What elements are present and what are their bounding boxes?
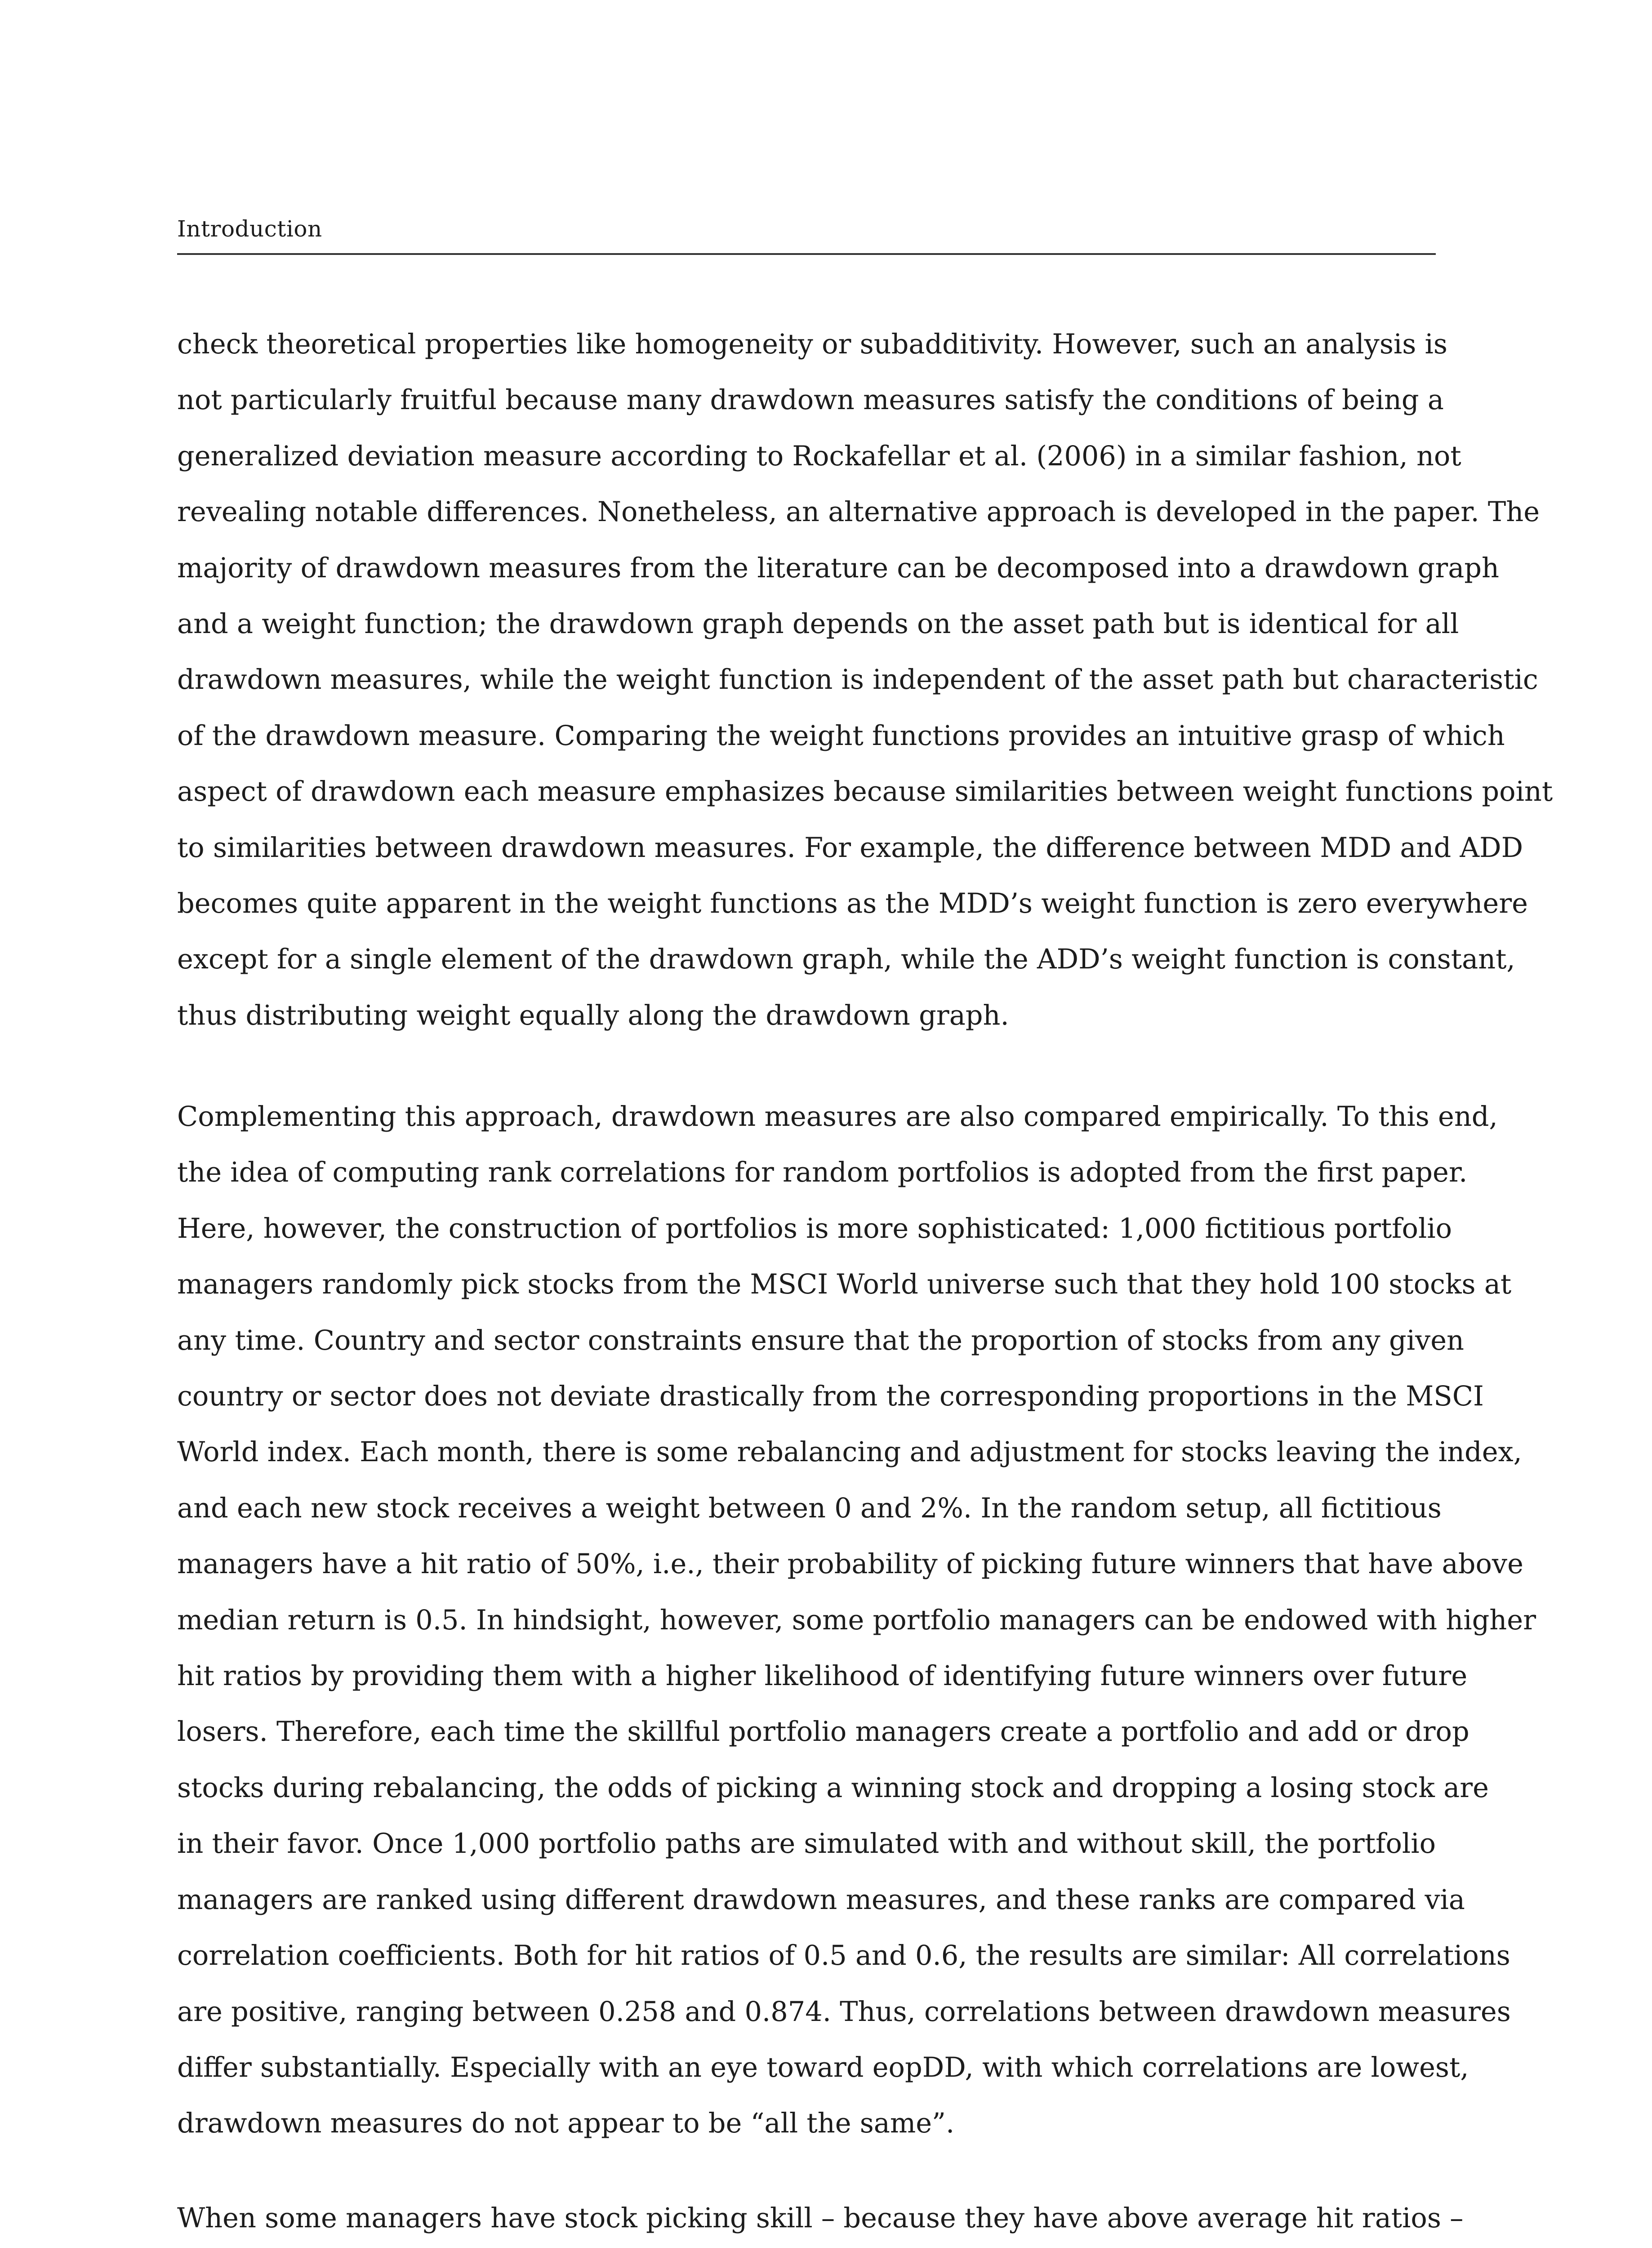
- paragraph-line: drawdown measures do not appear to be “all the same”.: [177, 2108, 955, 2140]
- paragraph-line: managers are ranked using different drawdown measures, and these ranks are compared via: [177, 1884, 1465, 1916]
- paragraph-line: of the drawdown measure. Comparing the weight functions provides an intuitive grasp of which: [177, 720, 1505, 752]
- paragraph-line: aspect of drawdown each measure emphasizes because similarities between weight functions point: [177, 776, 1553, 808]
- paragraph-line: country or sector does not deviate drastically from the corresponding proportions in the MSCI: [177, 1381, 1484, 1413]
- paragraph-line: not particularly fruitful because many drawdown measures satisfy the conditions of being a: [177, 384, 1444, 416]
- paragraph-line: managers have a hit ratio of 50%, i.e., their probability of picking future winners that have above: [177, 1548, 1523, 1580]
- paragraph-line: becomes quite apparent in the weight functions as the MDD’s weight function is zero everywhere: [177, 888, 1528, 920]
- paragraph-line: Here, however, the construction of portfolios is more sophisticated: 1,000 fictitious portfolio: [177, 1213, 1452, 1244]
- paragraph-line: check theoretical properties like homogeneity or subadditivity. However, such an analysis is: [177, 329, 1447, 360]
- paragraph-line: correlation coefficients. Both for hit ratios of 0.5 and 0.6, the results are similar: All correlations: [177, 1940, 1510, 1972]
- paragraph-line: and each new stock receives a weight between 0 and 2%. In the random setup, all fictitious: [177, 1492, 1442, 1524]
- paragraph-line: and a weight function; the drawdown graph depends on the asset path but is identical for all: [177, 608, 1459, 640]
- paragraph-line: stocks during rebalancing, the odds of picking a winning stock and dropping a losing stock are: [177, 1772, 1489, 1804]
- paragraph-line: in their favor. Once 1,000 portfolio paths are simulated with and without skill, the portfolio: [177, 1828, 1436, 1860]
- paragraph-line: differ substantially. Especially with an eye toward eopDD, with which correlations are lowest,: [177, 2052, 1469, 2083]
- paragraph-line: managers randomly pick stocks from the MSCI World universe such that they hold 100 stocks at: [177, 1269, 1512, 1301]
- paragraph-line: are positive, ranging between 0.258 and 0.874. Thus, correlations between drawdown measures: [177, 1996, 1511, 2028]
- paragraph-line: any time. Country and sector constraints ensure that the proportion of stocks from any given: [177, 1325, 1464, 1356]
- paragraph-line: losers. Therefore, each time the skillful portfolio managers create a portfolio and add or drop: [177, 1716, 1469, 1748]
- paragraph-line: revealing notable differences. Nonetheless, an alternative approach is developed in the paper. The: [177, 496, 1540, 528]
- paragraph-line: thus distributing weight equally along the drawdown graph.: [177, 999, 1009, 1031]
- paragraph-line: drawdown measures, while the weight function is independent of the asset path but characteristic: [177, 664, 1538, 696]
- paragraph-2: [177, 1089, 1536, 2152]
- paragraph-line: except for a single element of the drawdown graph, while the ADD’s weight function is constant,: [177, 944, 1515, 976]
- paragraph-line: the idea of computing rank correlations for random portfolios is adopted from the first paper.: [177, 1157, 1468, 1189]
- paragraph-line: generalized deviation measure according to Rockafellar et al. (2006) in a similar fashion, not: [177, 440, 1461, 472]
- paragraph-1: [177, 317, 1553, 1044]
- header-rule: [177, 253, 1436, 255]
- paragraph-line: When some managers have stock picking skill – because they have above average hit ratios –: [177, 2203, 1464, 2234]
- paragraph-line: median return is 0.5. In hindsight, however, some portfolio managers can be endowed with higher: [177, 1604, 1536, 1636]
- paragraph-line: hit ratios by providing them with a higher likelihood of identifying future winners over future: [177, 1660, 1468, 1692]
- paragraph-3: [177, 2190, 1464, 2246]
- paragraph-line: majority of drawdown measures from the literature can be decomposed into a drawdown graph: [177, 552, 1499, 584]
- running-head-title: Introduction: [177, 216, 322, 242]
- paragraph-line: World index. Each month, there is some rebalancing and adjustment for stocks leaving the index,: [177, 1436, 1522, 1468]
- paragraph-line: Complementing this approach, drawdown measures are also compared empirically. To this end,: [177, 1101, 1498, 1133]
- paragraph-line: to similarities between drawdown measures. For example, the difference between MDD and ADD: [177, 832, 1523, 864]
